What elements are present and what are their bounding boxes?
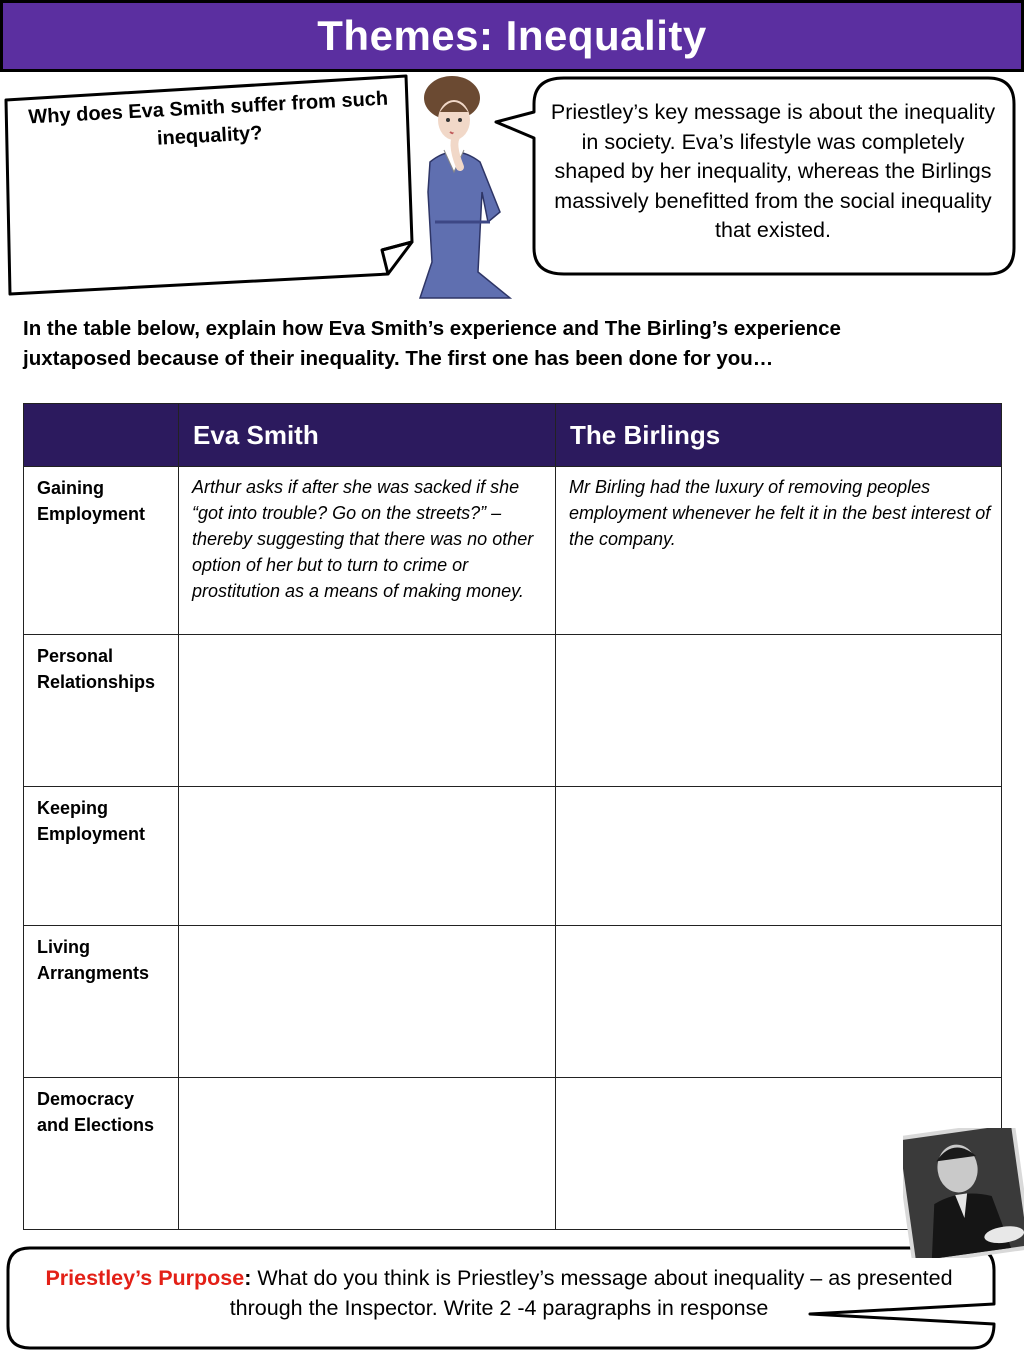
cell-eva-keeping-employment[interactable] (179, 787, 556, 926)
row-label-gaining-employment: Gaining Employment (24, 467, 179, 635)
table-row (24, 467, 1002, 635)
cell-eva-personal-relationships[interactable] (179, 635, 556, 787)
table-header-eva-smith: Eva Smith (179, 404, 556, 467)
row-label-democracy-and-elections: Democracy and Elections (24, 1078, 179, 1230)
cell-birlings-personal-relationships[interactable] (556, 635, 1002, 787)
cell-birlings-gaining-employment[interactable]: Mr Birling had the luxury of removing peoples employment whenever he felt it in the best interest of the company. (556, 467, 1002, 635)
instructions-text: In the table below, explain how Eva Smith’s experience and The Birling’s experience juxtaposed because of their inequality. The first one has been done for you… (23, 317, 841, 370)
question-text: Why does Eva Smith suffer from such inequality? (27, 87, 389, 150)
table-header-corner (24, 404, 179, 467)
purpose-prompt: What do you think is Priestley’s message about inequality – as presented through the Inspector. Write 2 -4 paragraphs in response (229, 1266, 953, 1320)
cell-eva-living-arrangments[interactable] (179, 926, 556, 1078)
row-label-living-arrangments: Living Arrangments (24, 926, 179, 1078)
title-banner (0, 0, 1024, 72)
table-header-row (24, 404, 1002, 467)
table-row (24, 926, 1002, 1078)
question-box (4, 74, 424, 304)
table-row (24, 635, 1002, 787)
purpose-text (24, 1263, 974, 1323)
purpose-box (4, 1244, 1020, 1356)
purpose-colon: : (244, 1266, 252, 1290)
table-row (24, 1078, 1002, 1230)
page-title: Themes: Inequality (317, 12, 707, 59)
purpose-label: Priestley’s Purpose (45, 1266, 245, 1290)
row-label-keeping-employment: Keeping Employment (24, 787, 179, 926)
cell-eva-democracy-and-elections[interactable] (179, 1078, 556, 1230)
speech-bubble-text: Priestley’s key message is about the inequality in society. Eva’s lifestyle was completely shaped by her inequality, whereas the Birlings massively benefitted from the social inequality that existed. (550, 100, 996, 242)
priestley-photo (903, 1128, 1024, 1258)
row-label-personal-relationships: Personal Relationships (24, 635, 179, 787)
comparison-table (23, 403, 1002, 1230)
cell-birlings-keeping-employment[interactable] (556, 787, 1002, 926)
table-row (24, 787, 1002, 926)
cell-birlings-living-arrangments[interactable] (556, 926, 1002, 1078)
cell-eva-gaining-employment[interactable]: Arthur asks if after she was sacked if she “got into trouble? Go on the streets?” – thereby suggesting that there was no other option of her but to turn to crime or prostitution as a means of making money. (179, 467, 556, 635)
table-header-the-birlings: The Birlings (556, 404, 1002, 467)
speech-bubble (490, 76, 1024, 280)
